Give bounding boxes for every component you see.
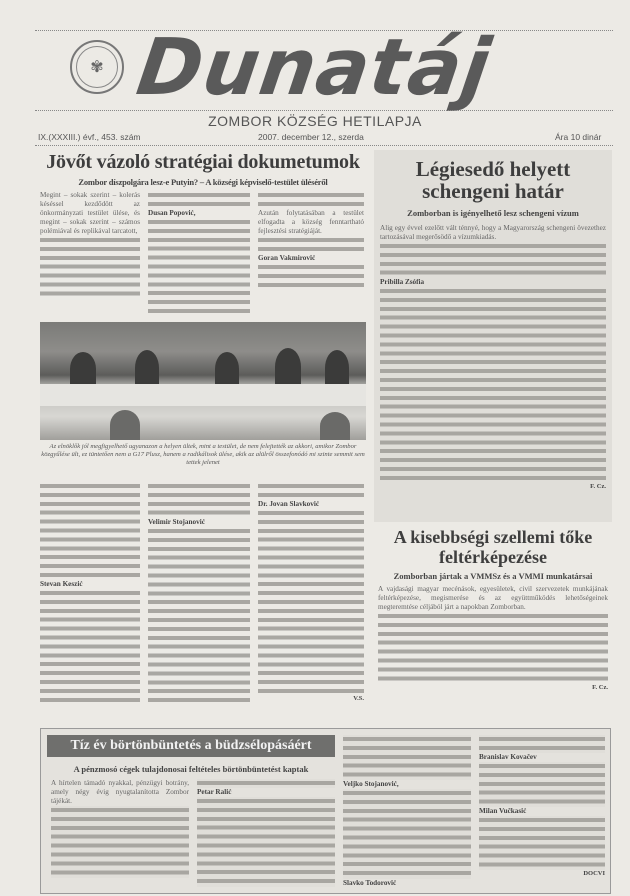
lead-lower-column-2 bbox=[148, 482, 250, 705]
lead-column-3 bbox=[258, 191, 364, 290]
masthead-bottom-rule bbox=[35, 110, 613, 111]
text-block bbox=[258, 263, 364, 290]
minority-subheadline: Zomborban jártak a VMMSz és a VMMI munkatársai bbox=[393, 571, 593, 581]
bold-name: Veljko Stojanović, bbox=[343, 780, 399, 788]
photo-caption: Az elnöklők jól megfigyelhető ugyanazon a helyen ültek, mint a testület, de nem felejtették az akkori, amikor Zombor közgyűlése ült, ez tüntetően nem a G17 Plusz, hanem a radikálisok ülése, akik az alülről összefonódó mi szinte semmit sem tettek jelenet bbox=[41, 443, 365, 466]
text-block bbox=[258, 191, 364, 209]
bottom-column-2 bbox=[197, 779, 335, 887]
minority-body bbox=[378, 585, 608, 692]
text-block bbox=[148, 191, 250, 209]
text-block bbox=[148, 482, 250, 518]
article-signature: F. Cz. bbox=[590, 482, 606, 490]
text-block bbox=[40, 589, 140, 705]
schengen-subheadline: Zomborban is igényelhető lesz schengeni vízum bbox=[407, 208, 579, 218]
bold-name: Dusan Popović, bbox=[148, 209, 196, 217]
council-meeting-photo bbox=[40, 322, 366, 440]
bottom-column-4 bbox=[479, 735, 605, 878]
photo-figure bbox=[325, 350, 349, 386]
text-block bbox=[479, 735, 605, 753]
photo-figure bbox=[275, 348, 301, 386]
text-block bbox=[148, 218, 250, 316]
bold-name: Goran Vakmirović bbox=[258, 253, 316, 262]
text-block bbox=[479, 816, 605, 870]
issue-price: Ára 10 dinár bbox=[555, 132, 602, 142]
text-block bbox=[258, 509, 364, 695]
text-block bbox=[197, 797, 335, 887]
schengen-headline: Légiesedő helyett schengeni határ bbox=[415, 157, 571, 203]
article-signature: V.S. bbox=[353, 694, 364, 702]
lead-column-1 bbox=[40, 191, 140, 298]
issue-date: 2007. december 12., szerda bbox=[258, 132, 364, 142]
bold-name: Petar Ralić bbox=[197, 788, 232, 796]
text-block bbox=[40, 236, 140, 298]
bold-name: Branislav Kovačev bbox=[479, 753, 537, 761]
lead-lower-column-1 bbox=[40, 482, 140, 705]
issue-number: IX.(XXXIII.) évf., 453. szám bbox=[38, 132, 141, 142]
embezzlement-subheadline: A pénzmosó cégek tulajdonosai feltételes börtönbüntetést kaptak bbox=[73, 764, 309, 774]
embezzlement-headline: Tíz év börtönbüntetés a büdzsélopásáért bbox=[47, 735, 335, 757]
lead-col1-text: Megint – sokak szerint – kolerás késéssel kezdődött az önkormányzati testület ülése, és megint – sokak szerint – számos polémiával és replikával tarcatott, bbox=[40, 191, 140, 235]
photo-figure bbox=[110, 410, 140, 440]
newspaper-title: Dunatáj bbox=[131, 23, 497, 113]
article-signature: DOCVI bbox=[583, 869, 605, 877]
bottom-column-1 bbox=[51, 779, 189, 878]
bold-name: Dr. Jovan Slavković bbox=[258, 500, 320, 508]
text-block bbox=[258, 482, 364, 500]
text-block bbox=[380, 287, 606, 483]
lead-subheadline: Zombor díszpolgára lesz-e Putyin? – A községi képviselő-testület üléséről bbox=[78, 177, 328, 187]
seal-emblem-icon: ✾ bbox=[76, 46, 118, 88]
lead-headline: Jövőt vázoló stratégiai dokumetumok bbox=[46, 151, 360, 173]
municipal-seal-logo bbox=[70, 40, 124, 94]
text-block bbox=[197, 779, 335, 788]
photo-figure bbox=[135, 350, 159, 386]
bold-name: Pribilla Zsófia bbox=[380, 277, 425, 286]
photo-table bbox=[40, 384, 366, 406]
photo-figure bbox=[320, 412, 350, 440]
embezzlement-article-box bbox=[40, 728, 611, 894]
bold-name: Velimir Stojanović bbox=[148, 518, 205, 526]
bold-name: Slavko Todorović bbox=[343, 878, 397, 887]
text-block bbox=[378, 612, 608, 684]
schengen-lead-text: Alig egy évvel ezelőtt vált ténnyé, hogy a Magyarország schengeni övezethez tartozásával megerősödő a vízumkiadás. bbox=[380, 224, 606, 241]
text-block bbox=[51, 806, 189, 878]
newspaper-tagline: ZOMBOR KÖZSÉG HETILAPJA bbox=[208, 113, 422, 129]
photo-figure bbox=[215, 352, 239, 386]
lead-column-2 bbox=[148, 191, 250, 316]
info-rule bbox=[35, 145, 613, 146]
schengen-article-box bbox=[374, 150, 612, 522]
schengen-body bbox=[380, 224, 606, 491]
text-block bbox=[479, 762, 605, 807]
minority-headline: A kisebbségi szellemi tőke feltérképezése bbox=[393, 527, 593, 567]
bold-name: Stevan Keszić bbox=[40, 580, 83, 588]
text-block bbox=[40, 482, 140, 580]
text-block bbox=[380, 242, 606, 278]
lead-lower-column-3 bbox=[258, 482, 364, 703]
article-signature: F. Cz. bbox=[592, 683, 608, 691]
bottom-column-3 bbox=[343, 735, 471, 888]
lead-col3-text: Azután folytatásában a testület elfogadta a község fenntartható fejlesztési stratégiáját. bbox=[258, 209, 364, 235]
text-block bbox=[148, 527, 250, 705]
photo-figure bbox=[70, 352, 96, 386]
text-block bbox=[343, 735, 471, 780]
text-block bbox=[258, 236, 364, 254]
text-block bbox=[343, 789, 471, 879]
bold-name: Milan Vučkasić bbox=[479, 806, 527, 815]
bottom-col1-text: A hírtelen támadó nyakkal, pénzügyi botrány, amely négy évig nyugtalanította Zombor tájékát. bbox=[51, 779, 189, 805]
minority-lead-text: A vajdasági magyar mecénások, egyesületek, civil szervezetek munkájának feltérképezése, megismerése és az együttműködés lehetőségeinek megteremtése céljából járt a napokban Zomborban. bbox=[378, 585, 608, 611]
